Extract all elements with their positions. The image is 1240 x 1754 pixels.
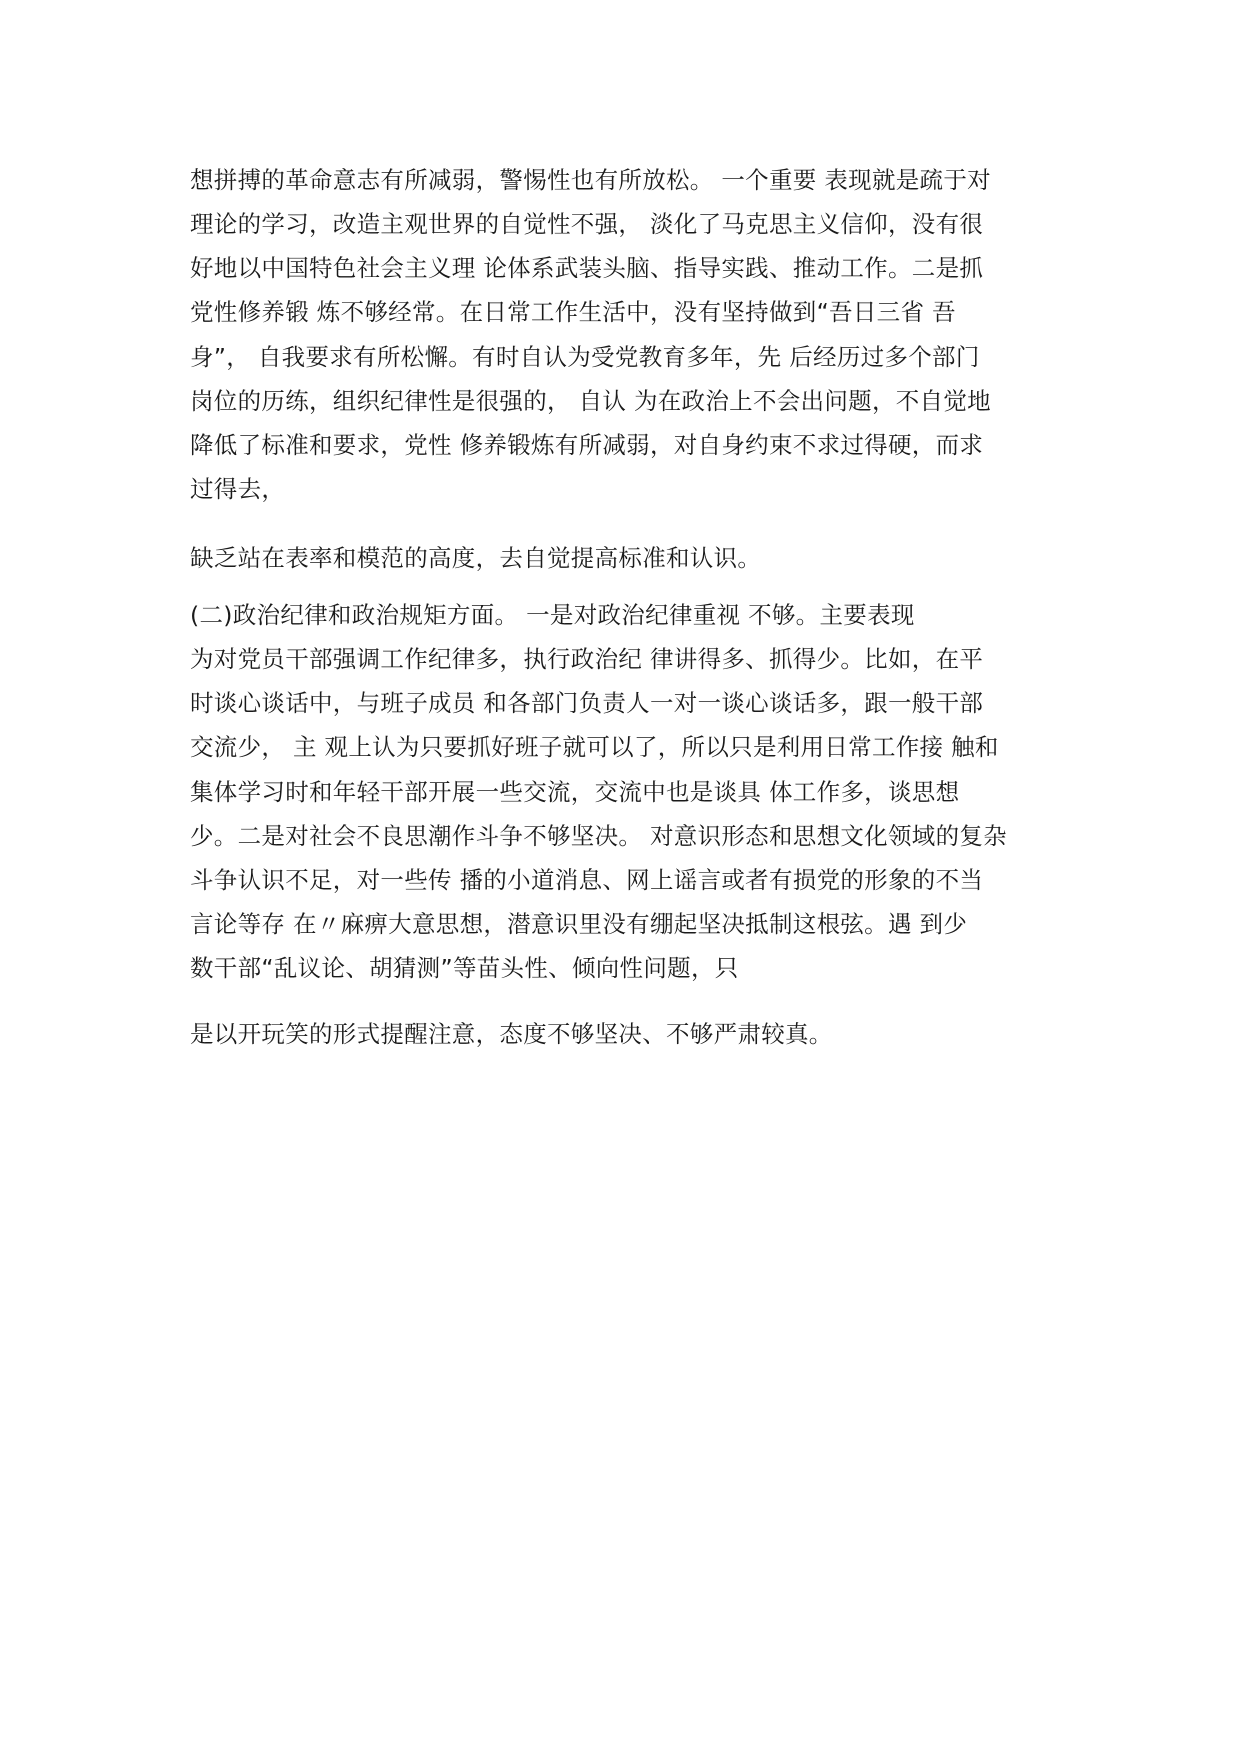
text-line: 斗争认识不足，对一些传 播的小道消息、网上谣言或者有损党的形象的不当 — [190, 866, 984, 894]
text-line: 为对党员干部强调工作纪律多，执行政治纪 律讲得多、抓得少。比如，在平 — [190, 645, 984, 673]
text-line: 想拼搏的革命意志有所减弱，警惕性也有所放松。 一个重要 表现就是疏于对 — [190, 166, 991, 194]
text-line: 理论的学习，改造主观世界的自觉性不强， 淡化了马克思主义信仰，没有很 — [190, 210, 984, 238]
text-line: 是以开玩笑的形式提醒注意，态度不够坚决、不够严肃较真。 — [190, 1020, 833, 1048]
text-line: 时谈心谈话中，与班子成员 和各部门负责人一对一谈心谈话多，跟一般干部 — [190, 689, 984, 717]
text-line: 集体学习时和年轻干部开展一些交流，交流中也是谈具 体工作多，谈思想 — [190, 778, 960, 806]
text-line: 好地以中国特色社会主义理 论体系武装头脑、指导实践、推动工作。二是抓 — [190, 254, 984, 282]
text-line: 身”， 自我要求有所松懈。有时自认为受党教育多年，先 后经历过多个部门 — [190, 343, 980, 371]
text-line: 言论等存 在〃麻痹大意思想，潜意识里没有绷起坚决抵制这根弦。遇 到少 — [190, 910, 968, 938]
section-heading-line: (二)政治纪律和政治规矩方面。 一是对政治纪律重视 不够。主要表现 — [190, 601, 915, 629]
text-line: 交流少， 主 观上认为只要抓好班子就可以了，所以只是利用日常工作接 触和 — [190, 733, 999, 761]
text-line: 数干部“乱议论、胡猜测”等苗头性、倾向性问题，只 — [190, 954, 739, 982]
text-line: 缺乏站在表率和模范的高度，去自觉提高标准和认识。 — [190, 544, 762, 572]
text-line: 降低了标准和要求，党性 修养锻炼有所减弱，对自身约束不求过得硬，而求 — [190, 431, 984, 459]
text-line: 过得去， — [190, 475, 286, 503]
text-line: 党性修养锻 炼不够经常。在日常工作生活中，没有坚持做到“吾日三省 吾 — [190, 298, 956, 326]
text-line: 岗位的历练，组织纪律性是很强的， 自认 为在政治上不会出问题，不自觉地 — [190, 387, 991, 415]
text-line: 少。二是对社会不良思潮作斗争不够坚决。 对意识形态和思想文化领域的复杂 — [190, 822, 1007, 850]
